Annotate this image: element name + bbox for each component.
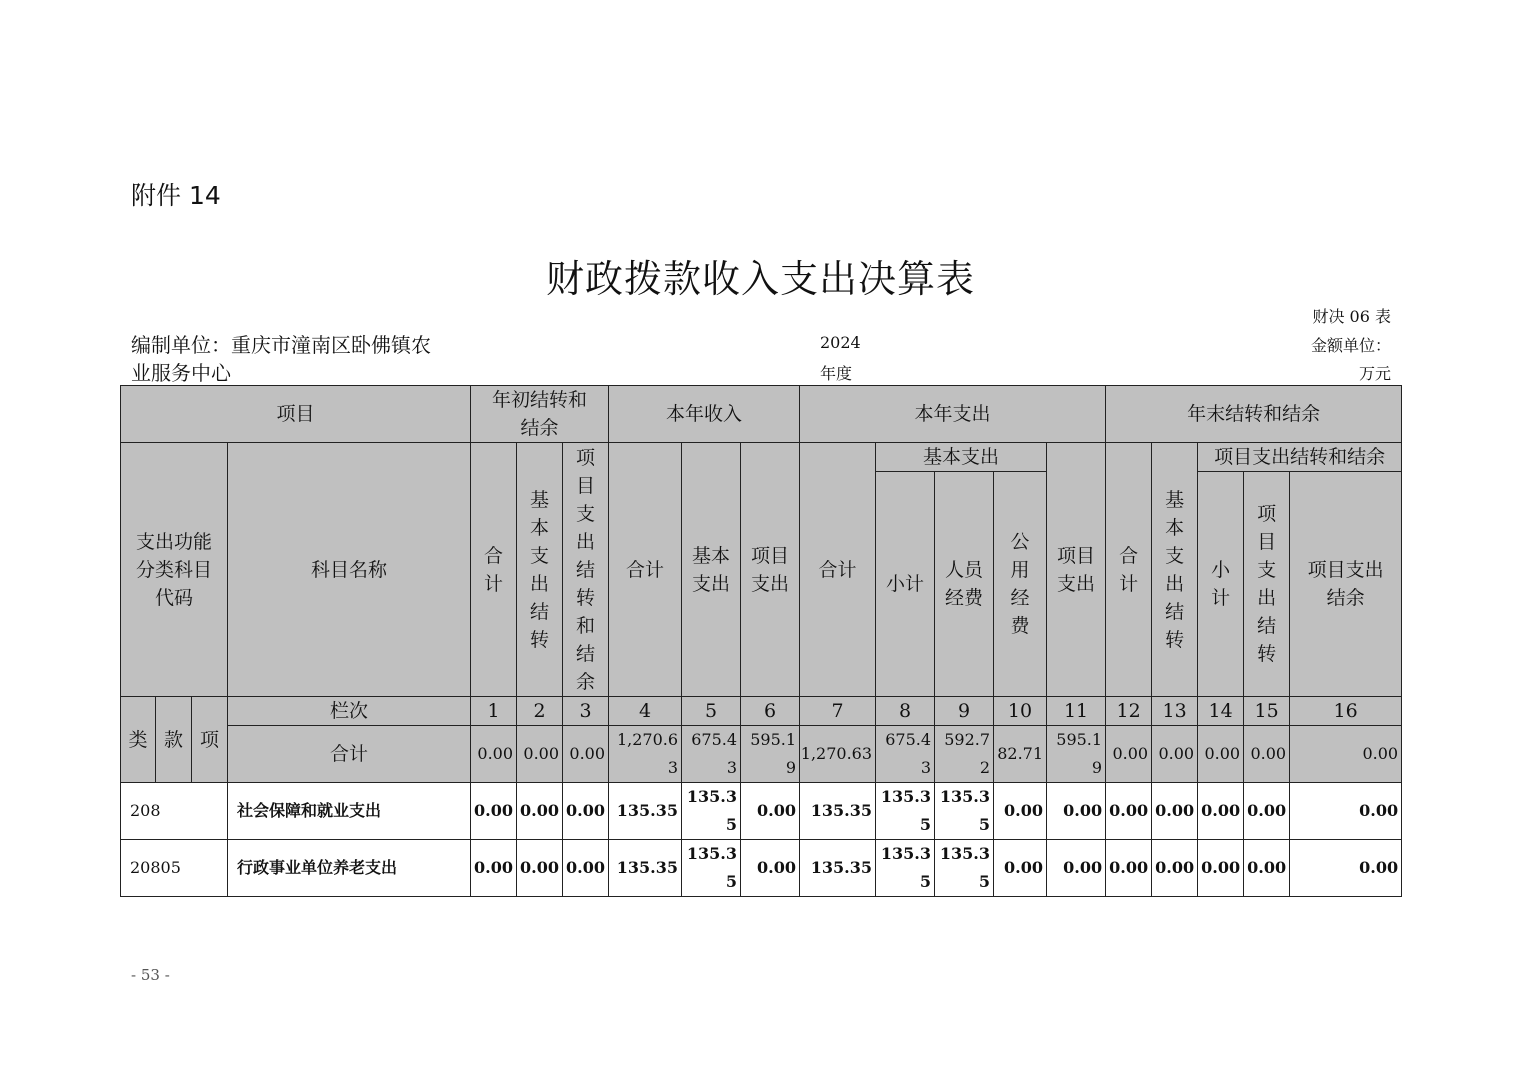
header-begin-project-carry-text: 项目支出结转和结余 [576,446,596,693]
column-number-label: 栏次 [228,697,471,726]
total-cell: 0.00 [1152,726,1198,783]
row-cell: 0.00 [1106,840,1152,897]
header-income-basic-text: 基本支出 [692,544,731,595]
header-income-project [741,443,800,697]
row-cell: 0.00 [1198,840,1244,897]
row-cell: 0.00 [563,840,609,897]
column-number: 9 [935,697,994,726]
header-income-project-text: 项目支出 [751,544,790,595]
total-cell: 0.00 [1244,726,1290,783]
column-number: 11 [1047,697,1106,726]
total-cell: 1,270.63 [800,726,876,783]
column-number: 10 [994,697,1047,726]
table-row [121,783,1402,840]
header-begin-balance [471,386,609,443]
header-income: 本年收入 [609,386,800,443]
row-cell: 0.00 [1290,840,1402,897]
column-number-row [121,697,1402,726]
amount-unit: 万元 [1358,364,1391,383]
total-cell: 592.72 [935,726,994,783]
row-cell: 0.00 [517,783,563,840]
column-number: 13 [1152,697,1198,726]
column-number: 1 [471,697,517,726]
column-number: 2 [517,697,563,726]
row-cell: 0.00 [741,783,800,840]
row-cell: 135.35 [682,840,741,897]
header-personnel-text: 人员经费 [945,559,984,609]
header-public-text: 公用经费 [1010,531,1030,637]
header-subtotal [876,472,935,697]
row-cell: 0.00 [1152,783,1198,840]
header-end-project-carry-text: 项目支出结转 [1257,503,1277,665]
table-row [121,840,1402,897]
total-cell: 0.00 [471,726,517,783]
total-cell: 595.19 [741,726,800,783]
row-cell: 135.35 [800,783,876,840]
total-row [121,726,1402,783]
row-code: 20805 [121,840,228,897]
total-cell: 595.19 [1047,726,1106,783]
page-number: - 53 - [131,966,170,984]
fiscal-appropriation-table [120,385,1402,897]
header-category [121,697,156,783]
row-cell: 0.00 [741,840,800,897]
column-number: 7 [800,697,876,726]
row-cell: 135.35 [876,783,935,840]
row-cell: 0.00 [1244,783,1290,840]
header-end-basic-carry-text: 基本支出结转 [1165,488,1185,651]
total-cell: 82.71 [994,726,1047,783]
row-cell: 135.35 [935,783,994,840]
row-cell: 0.00 [1198,783,1244,840]
header-expense: 本年支出 [800,386,1106,443]
header-income-total: 合计 [609,443,682,697]
header-basic-expense: 基本支出 [876,443,1047,472]
row-cell: 0.00 [994,783,1047,840]
header-expense-total: 合计 [800,443,876,697]
row-cell: 135.35 [876,840,935,897]
row-cell: 0.00 [1290,783,1402,840]
amount-unit-label: 金额单位： [1310,336,1391,355]
header-end-total-text: 合计 [1119,544,1139,595]
row-cell: 0.00 [994,840,1047,897]
header-begin-balance-text: 年初结转和结余 [492,389,588,439]
total-cell: 675.43 [876,726,935,783]
header-end-subtotal [1198,472,1244,697]
unit-label-continued: 业服务中心 [131,361,231,385]
header-entry-text: 项 [199,728,219,751]
row-code: 208 [121,783,228,840]
header-end-basic-carry [1152,443,1198,697]
row-cell: 0.00 [1047,840,1106,897]
row-cell: 0.00 [517,840,563,897]
year-label: 年度 [820,364,853,383]
row-cell: 0.00 [1244,840,1290,897]
header-subtotal-text: 小计 [886,573,925,595]
header-end-project-balance-text: 项目支出结余 [1307,559,1384,609]
row-cell: 135.35 [682,783,741,840]
row-cell: 135.35 [609,840,682,897]
total-cell: 0.00 [1290,726,1402,783]
header-project-balance: 项目支出结转和结余 [1198,443,1402,472]
row-cell: 0.00 [563,783,609,840]
header-personnel [935,472,994,697]
column-number: 14 [1198,697,1244,726]
header-func-code-text: 支出功能分类科目代码 [135,530,212,609]
header-expense-project-text: 项目支出 [1057,544,1096,595]
header-begin-total [471,443,517,697]
header-func-code [121,443,228,697]
header-item: 项目 [121,386,471,443]
form-number: 财决 06 表 [1312,307,1391,326]
row-cell: 135.35 [800,840,876,897]
header-end-balance: 年末结转和结余 [1106,386,1402,443]
total-label: 合计 [228,726,471,783]
page-title: 财政拨款收入支出决算表 [545,257,975,301]
column-number: 5 [682,697,741,726]
header-end-subtotal-text: 小计 [1211,559,1231,609]
unit-label: 编制单位：重庆市潼南区卧佛镇农 [131,333,431,357]
row-cell: 135.35 [935,840,994,897]
column-number: 16 [1290,697,1402,726]
header-income-basic [682,443,741,697]
header-entry [192,697,228,783]
row-subject-name: 行政事业单位养老支出 [228,840,471,897]
row-subject-name: 社会保障和就业支出 [228,783,471,840]
row-cell: 0.00 [1106,783,1152,840]
column-number: 4 [609,697,682,726]
column-number: 3 [563,697,609,726]
row-cell: 0.00 [1047,783,1106,840]
header-begin-project-carry [563,443,609,697]
row-cell: 0.00 [471,840,517,897]
row-cell: 0.00 [1152,840,1198,897]
column-number: 15 [1244,697,1290,726]
header-category-text: 类 [128,728,148,751]
header-begin-basic-carry [517,443,563,697]
total-cell: 1,270.63 [609,726,682,783]
header-public [994,472,1047,697]
header-subject-name: 科目名称 [228,443,471,697]
total-cell: 0.00 [1198,726,1244,783]
total-cell: 0.00 [563,726,609,783]
header-expense-project [1047,443,1106,697]
header-begin-total-text: 合计 [484,544,504,595]
header-end-project-carry [1244,472,1290,697]
column-number: 8 [876,697,935,726]
row-cell: 135.35 [609,783,682,840]
total-cell: 675.43 [682,726,741,783]
total-cell: 0.00 [517,726,563,783]
header-end-project-balance [1290,472,1402,697]
total-cell: 0.00 [1106,726,1152,783]
header-section-text: 款 [163,728,183,751]
year-value: 2024 [820,333,861,352]
row-cell: 0.00 [471,783,517,840]
column-number: 6 [741,697,800,726]
header-end-total [1106,443,1152,697]
attachment-label: 附件 14 [131,181,221,210]
column-number: 12 [1106,697,1152,726]
header-section [156,697,192,783]
header-begin-basic-carry-text: 基本支出结转 [530,488,550,651]
